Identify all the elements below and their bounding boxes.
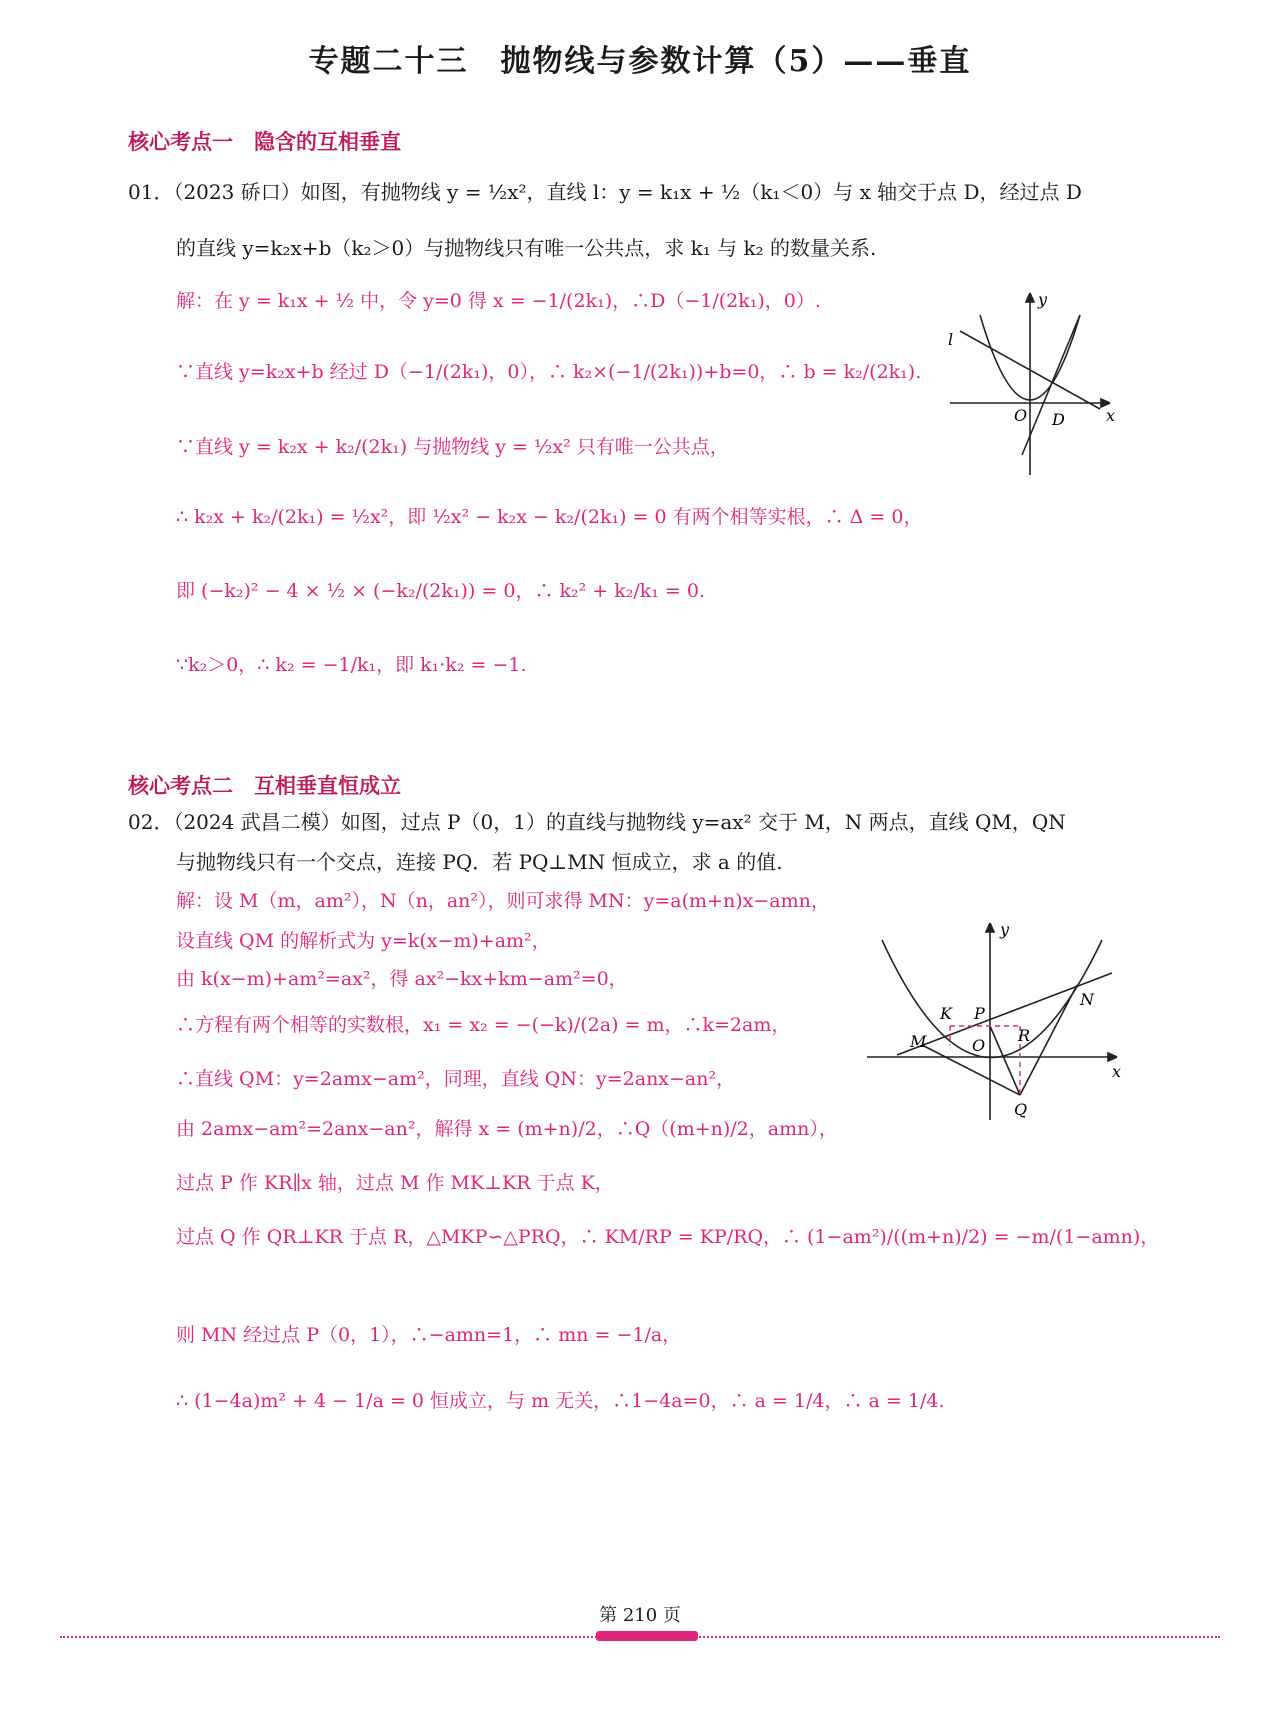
fig1-label-l: l — [948, 330, 954, 349]
figure-1 — [940, 285, 1120, 480]
solution-2-line-10: ∴ (1−4a)m² + 4 − 1/a = 0 恒成立，与 m 无关，∴1−4a=0，∴ a = 1/4，∴ a = 1/4. — [176, 1390, 945, 1412]
solution-2-line-8: 过点 Q 作 QR⊥KR 于点 R，△MKP∽△PRQ，∴ KM/RP = KP/RQ，∴ (1−am²)/((m+n)/2) = −m/(1−amn)， — [176, 1226, 1160, 1248]
solution-1-line-4: ∴ k₂x + k₂/(2k₁) = ½x²，即 ½x² − k₂x − k₂/(2k₁) = 0 有两个相等实根，∴ Δ = 0， — [176, 506, 923, 528]
footer-accent-bar — [596, 1631, 698, 1641]
problem-1-line-2: 的直线 y=k₂x+b（k₂＞0）与抛物线只有唯一公共点，求 k₁ 与 k₂ 的数量关系. — [176, 236, 877, 260]
line-mn — [897, 973, 1112, 1055]
fig2-label-r: R — [1018, 1026, 1031, 1045]
line-qm — [922, 1045, 1020, 1095]
solution-1-line-2: ∵直线 y=k₂x+b 经过 D（−1/(2k₁)，0），∴ k₂×(−1/(2k₁))+b=0，∴ b = k₂/(2k₁). — [176, 361, 922, 383]
solution-1-line-1: 解：在 y = k₁x + ½ 中，令 y=0 得 x = −1/(2k₁)，∴D（−1/(2k₁)，0）. — [176, 290, 821, 312]
solution-2-line-9: 则 MN 经过点 P（0，1），∴−amn=1，∴ mn = −1/a， — [176, 1324, 682, 1346]
fig2-label-x: x — [1112, 1062, 1122, 1081]
x-axis-arrow — [1108, 1053, 1117, 1061]
solution-2-line-7: 过点 P 作 KR∥x 轴，过点 M 作 MK⊥KR 于点 K， — [176, 1172, 614, 1194]
fig2-label-p: P — [974, 1004, 985, 1023]
problem-2-line-1: 02．（2024 武昌二模）如图，过点 P（0，1）的直线与抛物线 y=ax² 交于 M，N 两点，直线 QM，QN — [128, 810, 1066, 834]
fig1-label-x: x — [1106, 406, 1116, 425]
fig2-label-n: N — [1080, 990, 1094, 1009]
problem-2-line-2: 与抛物线只有一个交点，连接 PQ．若 PQ⊥MN 恒成立，求 a 的值. — [176, 850, 783, 874]
solution-2-line-4: ∴方程有两个相等的实数根，x₁ = x₂ = −(−k)/(2a) = m，∴k=2am， — [176, 1014, 791, 1036]
page-title: 专题二十三 抛物线与参数计算（5）——垂直 — [308, 44, 972, 79]
section-heading-2: 核心考点二 互相垂直恒成立 — [128, 774, 401, 798]
solution-2-line-1: 解：设 M（m，am²），N（n，an²），则可求得 MN：y=a(m+n)x−amn， — [176, 890, 830, 912]
solution-1-line-3: ∵直线 y = k₂x + k₂/(2k₁) 与抛物线 y = ½x² 只有唯一公共点， — [176, 436, 729, 458]
page-number: 第 210 页 — [599, 1605, 681, 1626]
figure-2 — [862, 915, 1122, 1130]
problem-1-line-1: 01．（2023 硚口）如图，有抛物线 y = ½x²，直线 l：y = k₁x + ½（k₁＜0）与 x 轴交于点 D，经过点 D — [128, 180, 1082, 204]
y-axis-arrow — [1026, 293, 1034, 302]
fig1-label-o: O — [1014, 406, 1028, 425]
y-axis-arrow — [986, 923, 994, 932]
solution-2-line-2: 设直线 QM 的解析式为 y=k(x−m)+am²， — [176, 930, 551, 952]
section-heading-1: 核心考点一 隐含的互相垂直 — [128, 130, 401, 154]
fig2-label-k: K — [940, 1004, 952, 1023]
fig1-label-d: D — [1052, 410, 1065, 429]
fig2-label-q: Q — [1014, 1100, 1028, 1119]
fig2-label-m: M — [910, 1032, 927, 1051]
segment-pq — [990, 1026, 1020, 1095]
solution-1-line-6: ∵k₂＞0，∴ k₂ = −1/k₁，即 k₁·k₂ = −1. — [176, 654, 527, 676]
solution-2-line-6: 由 2amx−am²=2anx−an²，解得 x = (m+n)/2，∴Q（(m+n)/2，amn）， — [176, 1118, 838, 1140]
solution-1-line-5: 即 (−k₂)² − 4 × ½ × (−k₂/(2k₁)) = 0，∴ k₂² + k₂/k₁ = 0. — [176, 580, 706, 602]
solution-2-line-5: ∴直线 QM：y=2amx−am²，同理，直线 QN：y=2anx−an²， — [176, 1068, 736, 1090]
solution-2-line-3: 由 k(x−m)+am²=ax²，得 ax²−kx+km−am²=0， — [176, 968, 628, 990]
fig2-label-y: y — [1000, 920, 1010, 939]
fig1-label-y: y — [1038, 290, 1048, 309]
fig2-label-o: O — [972, 1036, 986, 1055]
